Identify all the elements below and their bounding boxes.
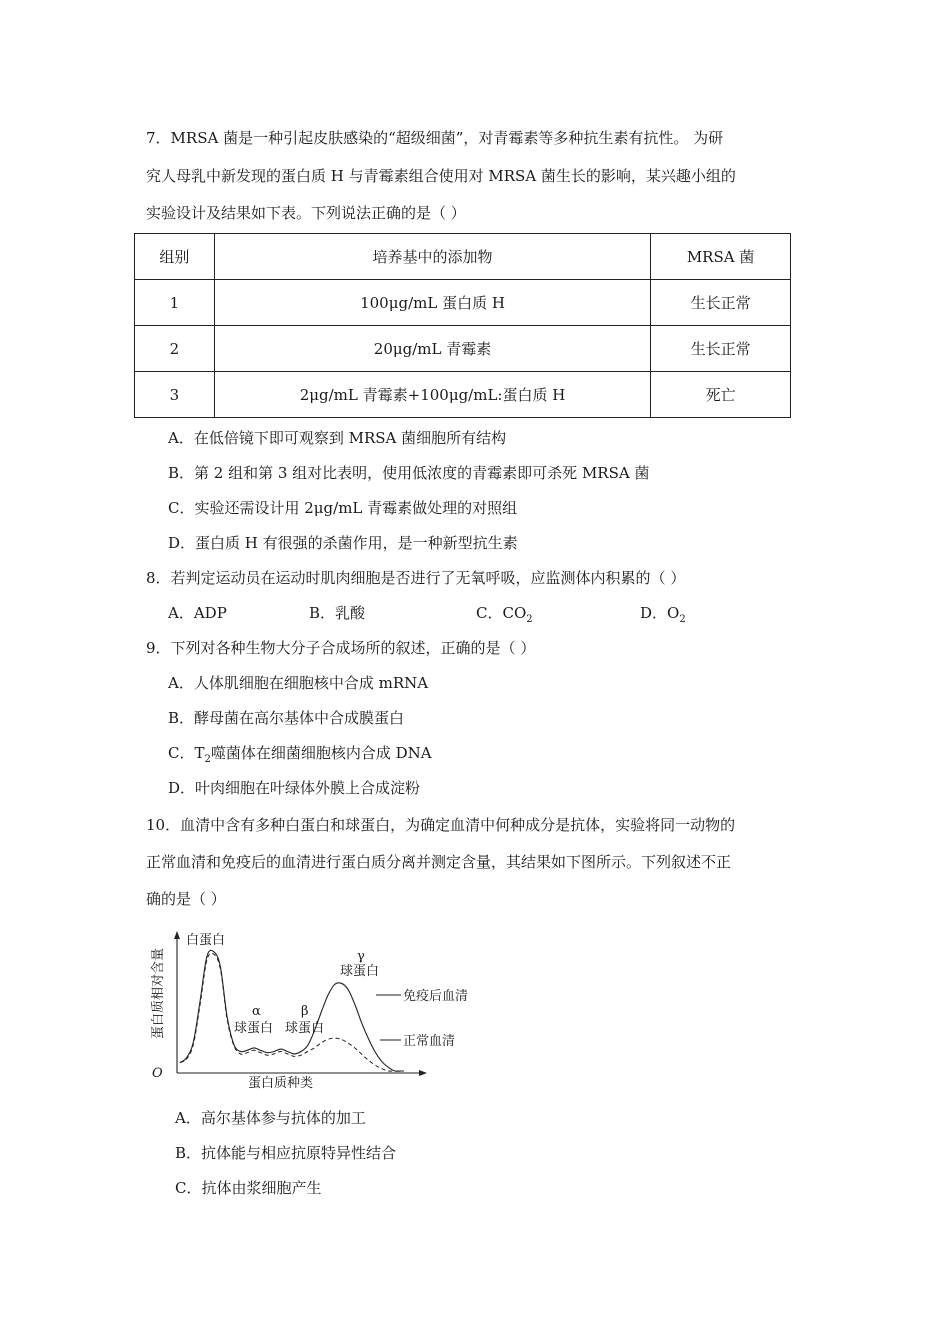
q8-option-a[interactable] [168, 603, 227, 623]
table-row [135, 326, 791, 372]
q7-option-c[interactable]: C．实验还需设计用 2μg/mL 青霉素做处理的对照组 [168, 499, 518, 517]
q9-option-c-text: 噬菌体在细菌细胞核内合成 DNA [210, 744, 432, 762]
q8-option-c[interactable] [476, 603, 533, 630]
q8-option-c-label: C．CO [476, 604, 527, 622]
table-header-cell: 培养基中的添加物 [214, 234, 650, 280]
q8-option-b-label: B．乳酸 [309, 604, 366, 622]
q9-option-c-prefix: C．T [168, 744, 205, 762]
q9-stem: 9．下列对各种生物大分子合成场所的叙述，正确的是（ ） [146, 639, 536, 657]
y-axis-label: 蛋白质相对含量 [151, 947, 166, 1039]
q8-option-d[interactable] [640, 603, 686, 630]
q7-option-b[interactable]: B．第 2 组和第 3 组对比表明，使用低浓度的青霉素即可杀死 MRSA 菌 [168, 464, 650, 482]
q8-option-d-subscript: 2 [679, 614, 686, 625]
q9-option-a[interactable]: A．人体肌细胞在细胞核中合成 mRNA [168, 674, 429, 692]
table-cell: 生长正常 [651, 326, 791, 372]
q10-option-a[interactable]: A．高尔基体参与抗体的加工 [175, 1109, 366, 1127]
q8-option-c-subscript: 2 [526, 614, 533, 625]
q8-stem: 8．若判定运动员在运动时肌肉细胞是否进行了无氧呼吸，应监测体内积累的（ ） [146, 569, 686, 587]
peak-label-alpha: α [252, 1004, 261, 1019]
table-cell: 100μg/mL 蛋白质 H [214, 280, 650, 326]
q7-option-d[interactable]: D．蛋白质 H 有很强的杀菌作用，是一种新型抗生素 [168, 534, 518, 552]
table-cell: 生长正常 [651, 280, 791, 326]
peak-label-albumin: 白蛋白 [186, 933, 226, 948]
q9-option-b[interactable]: B．酵母菌在高尔基体中合成膜蛋白 [168, 709, 405, 727]
experiment-table [134, 233, 791, 418]
table-cell: 3 [135, 372, 215, 418]
table-header-cell: 组别 [135, 234, 215, 280]
q8-option-d-label: D．O [640, 604, 680, 622]
peak-label-gamma-globulin: 球蛋白 [340, 964, 380, 979]
table-row [135, 372, 791, 418]
legend-label-normal: 正常血清 [403, 1034, 456, 1049]
protein-content-chart [148, 925, 488, 1090]
table-header-cell: MRSA 菌 [651, 234, 791, 280]
q9-option-c[interactable] [168, 743, 432, 770]
q10-option-b[interactable]: B．抗体能与相应抗原特异性结合 [175, 1144, 397, 1162]
q7-stem-line-1: 7．MRSA 菌是一种引起皮肤感染的“超级细菌”，对青霉素等多种抗生素有抗性。 为研 [146, 129, 724, 147]
table-header-row [135, 234, 791, 280]
peak-label-beta-globulin: 球蛋白 [285, 1021, 325, 1036]
legend-label-immune: 免疫后血清 [403, 989, 469, 1004]
q10-stem-line-1: 10．血清中含有多种白蛋白和球蛋白，为确定血清中何种成分是抗体，实验将同一动物的 [146, 816, 736, 834]
table-cell: 20μg/mL 青霉素 [214, 326, 650, 372]
peak-label-beta: β [301, 1004, 309, 1019]
q7-stem-line-2: 究人母乳中新发现的蛋白质 H 与青霉素组合使用对 MRSA 菌生长的影响，某兴趣小组的 [146, 167, 736, 185]
table-row [135, 280, 791, 326]
q7-stem-line-3: 实验设计及结果如下表。下列说法正确的是（ ） [146, 204, 466, 222]
table-cell: 死亡 [651, 372, 791, 418]
peak-label-gamma: γ [357, 949, 365, 964]
table-cell: 2μg/mL 青霉素+100μg/mL:蛋白质 H [214, 372, 650, 418]
x-axis-label: 蛋白质种类 [248, 1076, 314, 1090]
q10-option-c[interactable]: C．抗体由浆细胞产生 [175, 1179, 322, 1197]
y-axis [174, 931, 180, 1073]
q8-option-a-label: A．ADP [168, 604, 227, 622]
table-cell: 1 [135, 280, 215, 326]
q9-option-d[interactable]: D．叶肉细胞在叶绿体外膜上合成淀粉 [168, 779, 421, 797]
origin-label: O [152, 1066, 163, 1081]
q8-option-b[interactable] [309, 603, 365, 623]
q9-option-c-subscript: 2 [204, 754, 211, 765]
q7-option-a[interactable]: A．在低倍镜下即可观察到 MRSA 菌细胞所有结构 [168, 429, 507, 447]
table-cell: 2 [135, 326, 215, 372]
q10-stem-line-3: 确的是（ ） [146, 890, 226, 908]
peak-label-alpha-globulin: 球蛋白 [234, 1021, 274, 1036]
q10-stem-line-2: 正常血清和免疫后的血清进行蛋白质分离并测定含量，其结果如下图所示。下列叙述不正 [146, 853, 732, 871]
